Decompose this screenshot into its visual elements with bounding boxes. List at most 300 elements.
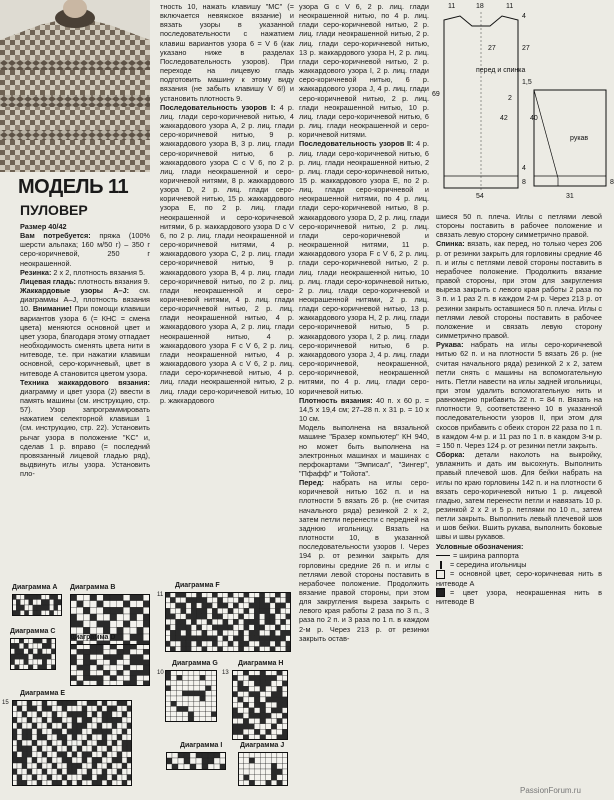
grid-cell <box>188 675 194 680</box>
grid-cell <box>212 630 217 635</box>
grid-cell <box>37 600 41 606</box>
grid-cell <box>238 702 244 707</box>
grid-cell <box>54 605 58 611</box>
grid-cell <box>171 686 177 691</box>
svg-text:42: 42 <box>500 115 508 122</box>
grid-cell <box>212 614 217 619</box>
column-4 <box>436 212 602 798</box>
grid-cell <box>277 775 283 781</box>
grid-cell <box>15 649 20 654</box>
grid-cell <box>281 641 286 646</box>
grid-cell <box>45 600 49 606</box>
grid-cell <box>72 763 77 769</box>
grid-cell <box>191 614 196 619</box>
sequence-2-text: 4 р. лиц. глади серо-коричневой нитью, 6 р. лиц. глади неокрашенной нитью, 2 р. лиц. глади серо-коричневой нитью, 15 р. жаккардового узора E, по 2 р. лиц. глади серо-коричневой и неокрашенной нитями, по 4 р. лиц. глади серо-коричневой нитью, 8 р. жаккардового узора D, 2 р. лиц. глади серо-коричневой нитью, 2 р. лиц. глади серо-коричневой и неокрашенной нитями, 11 р. жаккардового узора F с V 6, 2 р. лиц. глади серо-коричневой нитью, 2 р. лиц. глади неокрашенной нитью, 10 р. лиц. глади серо-коричневой нитью, 2 р. лиц. глади серо-коричневой и неокрашенной нитями, 2 р. лиц. глади серо-коричневой нитью, 13 р. жаккардового узора H, 2 р. лиц. глади серо-коричневой нитью, 5 р. жаккардового узора I, 2 р. лиц. глади серо-коричневой нитью, 6 р. жаккардового узора J, 4 р. лиц. глади серо-коричневой, неокрашенной, серо-коричневой, неокрашенной нитями, по 4 р. лиц. глади серо-коричневой нитью. <box>299 139 429 396</box>
grid-cell <box>207 597 212 602</box>
grid-cell <box>33 643 38 648</box>
grid-cell <box>82 746 87 752</box>
grid-cell <box>62 763 67 769</box>
grid-cell <box>37 723 42 729</box>
grid-cell <box>243 713 249 718</box>
grid-cell <box>62 769 67 775</box>
grid-cell <box>110 621 117 628</box>
grid-cell <box>186 597 191 602</box>
grid-cell <box>228 636 233 641</box>
grid-cell <box>24 659 29 664</box>
diagram-g <box>165 670 217 722</box>
grid-cell <box>82 706 87 712</box>
grid-cell <box>254 724 260 729</box>
grid-cell <box>228 641 233 646</box>
grid-cell <box>197 625 202 630</box>
grid-cell <box>266 769 272 775</box>
grid-cell <box>137 665 144 670</box>
grid-cell <box>254 614 259 619</box>
grid-cell <box>266 763 272 769</box>
grid-cell <box>87 757 92 763</box>
grid-cell <box>37 706 42 712</box>
grid-cell <box>254 692 260 697</box>
grid-cell <box>212 636 217 641</box>
grid-cell <box>72 734 77 740</box>
grid-cell <box>37 746 42 752</box>
grid-cell <box>112 711 117 717</box>
grid-cell <box>15 654 20 659</box>
grid-cell <box>52 746 57 752</box>
grid-cell <box>117 769 122 775</box>
grid-cell <box>97 655 104 660</box>
grid-cell <box>197 608 202 613</box>
grid-cell <box>176 625 181 630</box>
grid-cell <box>117 676 124 681</box>
col3-intro: узора G с V 6, 2 р. лиц. глади неокрашенной нитью, по 4 р. лиц. глади серо-коричневой нитью, 2 р. лиц. глади неокрашенной нитью, 2 р. лиц. глади серо-коричневой нитью, 13 р. жаккардового узора H, 2 р. лиц. глади серо-коричневой нитью, 2 р. жаккардового узора I, 2 р. лиц. глади серо-коричневой нитью, 6 р. жаккардового узора J, 4 р. лиц. глади серо-коричневой нитью, 2 р. лиц. глади неокрашенной нитью, 10 р. лиц. глади серо-коричневой нитью, 6 р. лиц. глади неокрашенной и серо-коричневой нитями. <box>299 2 429 140</box>
grid-cell <box>265 597 270 602</box>
grid-cell <box>137 655 144 660</box>
col4-intro: шиеся 50 п. плеча. Иглы с петлями левой стороны поставить в рабочее положение и связать левую сторону симметрично правой. <box>436 212 602 240</box>
grid-cell <box>117 763 122 769</box>
grid-cell <box>271 702 277 707</box>
grid-cell <box>223 619 228 624</box>
attention-text: При помощи клавиши вариантов узора 6 (= КНС = смена цвета) меняются основной цвет и цвет узора, благодаря этому отпадает необходимость сменять цвета нити в нитеводе, т.е. при нажатии клавиши основной, серо-коричневый, цвет в нитеводе А становится цветом узора. <box>20 304 150 378</box>
grid-cell <box>87 723 92 729</box>
grid-cell <box>202 614 207 619</box>
schematic-label-sleeve: рукав <box>570 135 589 142</box>
grid-cell <box>271 763 277 769</box>
grid-cell <box>223 641 228 646</box>
grid-cell <box>72 740 77 746</box>
grid-cell <box>271 686 277 691</box>
grid-cell <box>97 614 104 621</box>
grid-cell <box>238 697 244 702</box>
grid-cell <box>83 655 90 660</box>
grid-cell <box>42 740 47 746</box>
grid-cell <box>62 746 67 752</box>
grid-cell <box>202 636 207 641</box>
grid-cell <box>15 643 20 648</box>
grid-cell <box>244 636 249 641</box>
grid-cell <box>244 619 249 624</box>
watermark: PassionForum.ru <box>520 786 581 795</box>
grid-cell <box>255 763 261 769</box>
grid-cell <box>249 724 255 729</box>
grid-cell <box>32 763 37 769</box>
grid-cell <box>29 600 33 606</box>
grid-cell <box>102 746 107 752</box>
grid-cell <box>67 729 72 735</box>
model-subtitle: ПУЛОВЕР <box>20 202 88 218</box>
grid-cell <box>87 752 92 758</box>
grid-cell <box>130 614 137 621</box>
grid-cell <box>90 607 97 614</box>
sequence-2-heading: Последовательность узоров II: <box>299 139 414 149</box>
grid-cell <box>194 680 200 685</box>
grid-cell <box>110 665 117 670</box>
grid-cell <box>22 763 27 769</box>
grid-cell <box>102 711 107 717</box>
grid-cell <box>188 712 194 717</box>
grid-cell <box>137 627 144 634</box>
grid-cell <box>112 729 117 735</box>
grid-cell <box>110 660 117 665</box>
grid-cell <box>32 729 37 735</box>
grid-cell <box>103 670 110 675</box>
grid-cell <box>112 740 117 746</box>
grid-cell <box>191 597 196 602</box>
grid-cell <box>249 775 255 781</box>
grid-cell <box>47 659 52 664</box>
grid-cell <box>205 675 211 680</box>
column-2 <box>160 2 294 576</box>
grid-cell <box>32 711 37 717</box>
grid-cell <box>28 659 33 664</box>
grid-cell <box>27 711 32 717</box>
grid-cell <box>32 752 37 758</box>
grid-cell <box>194 696 200 701</box>
grid-cell <box>22 734 27 740</box>
grid-cell <box>270 619 275 624</box>
back-heading: Спинка: <box>436 239 465 249</box>
grid-cell <box>122 711 127 717</box>
grid-cell <box>176 603 181 608</box>
grid-cell <box>130 655 137 660</box>
grid-cell <box>238 681 244 686</box>
grid-cell <box>27 757 32 763</box>
svg-text:11: 11 <box>448 3 456 10</box>
grid-cell <box>47 752 52 758</box>
grid-cell <box>42 775 47 781</box>
grid-cell <box>181 603 186 608</box>
grid-cell <box>228 619 233 624</box>
grid-cell <box>57 711 62 717</box>
grid-cell <box>281 625 286 630</box>
grid-cell <box>103 649 110 654</box>
back-text: вязать, как перед, но только через 206 р. от резинки закрыть для горловины средние 46 п. и иглы с петлями левой стороны поставить в нерабочее положение. Продолжить вязание правой стороны, при этом для закругления выреза закрыть с левого края работы 2 раза по 3 п. и 1 раз 2 п. в каждом 2-м р. Через 213 р. от резинки закрыть оставшиеся 50 п. плеча. Иглы с петлями левой стороны поставить в рабочее положение и связать левую сторону симметрично правой. <box>436 239 602 341</box>
grid-cell <box>117 746 122 752</box>
grid-cell <box>112 746 117 752</box>
grid-cell <box>67 723 72 729</box>
grid-cell <box>207 608 212 613</box>
grid-cell <box>97 769 102 775</box>
grid-cell <box>72 752 77 758</box>
grid-cell <box>266 686 272 691</box>
grid-cell <box>171 701 177 706</box>
rib-heading: Резинка: <box>20 267 52 277</box>
grid-cell <box>83 665 90 670</box>
grid-cell <box>90 601 97 608</box>
diagram-a-label: Диаграмма A <box>12 584 58 591</box>
grid-cell <box>47 654 52 659</box>
grid-cell <box>271 675 277 680</box>
grid-cell <box>47 757 52 763</box>
grid-cell <box>112 757 117 763</box>
grid-cell <box>117 757 122 763</box>
grid-cell <box>277 708 283 713</box>
density-text: 40 п. х 60 р. = 14,5 х 19,4 см; 27–28 п. х 31 р. = 10 х 10 см. <box>299 395 429 424</box>
grid-cell <box>218 630 223 635</box>
grid-cell <box>123 665 130 670</box>
grid-cell <box>28 654 33 659</box>
diagram-d <box>70 644 150 686</box>
grid-cell <box>260 758 266 764</box>
needs-text: пряжа (100% шерсти альпака; 160 м/50 г) – 350 г серо-коричневой, 250 г неокрашенной. <box>20 231 150 268</box>
grid-cell <box>32 757 37 763</box>
grid-cell <box>57 717 62 723</box>
grid-cell <box>271 697 277 702</box>
grid-cell <box>82 740 87 746</box>
grid-cell <box>47 734 52 740</box>
diagram-f-label: Диаграмма F <box>175 582 220 589</box>
grid-cell <box>205 701 211 706</box>
grid-cell <box>260 630 265 635</box>
front-text: набрать на иглы серо-коричневой нитью 162 п. и на плотности 5 вязать 26 р. (не считая начального ряда) резинкой 2 х 2, затем петли перенести с передней на заднюю игольницу. Вязать на плотности 10, в указанной последовательности узоров I. Через 194 р. от резинки закрыть для горловины средние 26 п. и иглы с петлями левой стороны поставить в нерабочее положение. Продолжить вязание правой стороны, при этом для закругления выреза закрыть с левого края работы 2 раза по 3 п., 3 раза по 2 п. и 3 раза по 1 п. в каждом 2-м р. Через 213 р. от резинки закрыть остав- <box>299 478 429 643</box>
grid-cell <box>271 713 277 718</box>
grid-cell <box>260 769 266 775</box>
filled-cell-icon <box>436 588 445 597</box>
grid-cell <box>22 711 27 717</box>
grid-cell <box>107 775 112 781</box>
grid-cell <box>233 597 238 602</box>
grid-cell <box>212 603 217 608</box>
grid-cell <box>77 627 84 634</box>
grid-cell <box>176 636 181 641</box>
grid-cell <box>87 729 92 735</box>
grid-cell <box>277 686 283 691</box>
grid-cell <box>90 614 97 621</box>
svg-text:8: 8 <box>522 179 526 186</box>
grid-cell <box>228 608 233 613</box>
grid-cell <box>117 723 122 729</box>
grid-cell <box>228 625 233 630</box>
grid-cell <box>191 636 196 641</box>
grid-cell <box>218 625 223 630</box>
grid-cell <box>97 734 102 740</box>
grid-cell <box>137 660 144 665</box>
grid-cell <box>97 676 104 681</box>
grid-cell <box>27 706 32 712</box>
grid-cell <box>77 607 84 614</box>
svg-text:18: 18 <box>476 3 484 10</box>
grid-cell <box>223 630 228 635</box>
grid-cell <box>92 717 97 723</box>
grid-cell <box>19 659 24 664</box>
grid-cell <box>123 607 130 614</box>
grid-cell <box>117 775 122 781</box>
jacquard-text: см. диаграммы А–J, плотность вязания 10. <box>20 286 150 314</box>
grid-cell <box>243 729 249 734</box>
grid-cell <box>77 601 84 608</box>
grid-cell <box>130 649 137 654</box>
grid-cell <box>186 630 191 635</box>
grid-cell <box>137 601 144 608</box>
grid-cell <box>103 665 110 670</box>
grid-cell <box>181 614 186 619</box>
grid-cell <box>177 675 183 680</box>
grid-cell <box>77 676 84 681</box>
grid-cell <box>19 649 24 654</box>
grid-cell <box>233 625 238 630</box>
grid-cell <box>182 712 188 717</box>
grid-cell <box>62 717 67 723</box>
svg-text:40: 40 <box>530 115 538 122</box>
grid-cell <box>82 757 87 763</box>
grid-cell <box>243 708 249 713</box>
grid-cell <box>260 614 265 619</box>
grid-cell <box>52 757 57 763</box>
grid-cell <box>97 729 102 735</box>
diagram-b-label: Диаграмма B <box>70 584 116 591</box>
grid-cell <box>186 641 191 646</box>
grid-cell <box>260 692 266 697</box>
grid-cell <box>83 607 90 614</box>
grid-cell <box>110 649 117 654</box>
grid-cell <box>137 607 144 614</box>
grid-cell <box>47 775 52 781</box>
grid-cell <box>19 643 24 648</box>
grid-cell <box>249 608 254 613</box>
grid-cell <box>130 665 137 670</box>
grid-cell <box>233 608 238 613</box>
grid-cell <box>110 670 117 675</box>
grid-cell <box>182 691 188 696</box>
grid-cell <box>188 701 194 706</box>
grid-cell <box>207 636 212 641</box>
grid-cell <box>249 763 255 769</box>
grid-cell <box>117 711 122 717</box>
grid-cell <box>260 702 266 707</box>
grid-cell <box>205 686 211 691</box>
grid-cell <box>260 675 266 680</box>
grid-cell <box>27 717 32 723</box>
grid-cell <box>83 649 90 654</box>
grid-cell <box>33 600 37 606</box>
grid-cell <box>17 752 22 758</box>
grid-cell <box>244 775 250 781</box>
grid-cell <box>228 603 233 608</box>
grid-cell <box>270 608 275 613</box>
grid-cell <box>22 746 27 752</box>
grid-cell <box>177 712 183 717</box>
grid-cell <box>72 717 77 723</box>
grid-cell <box>90 660 97 665</box>
grid-cell <box>265 641 270 646</box>
grid-cell <box>82 763 87 769</box>
diagram-d-label: Диаграмма D <box>70 634 116 641</box>
grid-cell <box>275 608 280 613</box>
grid-cell <box>87 711 92 717</box>
grid-cell <box>27 734 32 740</box>
grid-cell <box>92 746 97 752</box>
grid-cell <box>270 630 275 635</box>
grid-cell <box>102 757 107 763</box>
grid-cell <box>243 692 249 697</box>
grid-cell <box>170 636 175 641</box>
grid-cell <box>38 643 43 648</box>
grid-cell <box>62 723 67 729</box>
grid-cell <box>28 643 33 648</box>
svg-text:4: 4 <box>522 13 526 20</box>
grid-cell <box>238 724 244 729</box>
grid-cell <box>233 636 238 641</box>
grid-cell <box>233 619 238 624</box>
grid-cell <box>239 614 244 619</box>
grid-cell <box>22 729 27 735</box>
grid-cell <box>62 706 67 712</box>
grid-cell <box>249 758 255 764</box>
grid-cell <box>281 614 286 619</box>
grid-cell <box>77 746 82 752</box>
face-heading: Лицевая гладь: <box>20 276 76 286</box>
grid-cell <box>102 734 107 740</box>
grid-cell <box>205 691 211 696</box>
grid-cell <box>170 608 175 613</box>
grid-cell <box>117 740 122 746</box>
grid-cell <box>271 775 277 781</box>
grid-cell <box>200 691 206 696</box>
grid-cell <box>72 757 77 763</box>
grid-cell <box>72 729 77 735</box>
grid-cell <box>110 655 117 660</box>
grid-cell <box>238 729 244 734</box>
grid-cell <box>275 630 280 635</box>
grid-cell <box>266 775 272 781</box>
grid-cell <box>97 607 104 614</box>
grid-cell <box>249 713 255 718</box>
grid-cell <box>62 740 67 746</box>
grid-cell <box>17 734 22 740</box>
grid-cell <box>17 711 22 717</box>
grid-cell <box>249 603 254 608</box>
grid-cell <box>107 723 112 729</box>
grid-cell <box>103 621 110 628</box>
grid-cell <box>123 670 130 675</box>
grid-cell <box>52 717 57 723</box>
grid-cell <box>117 607 124 614</box>
grid-cell <box>102 729 107 735</box>
grid-cell <box>92 734 97 740</box>
grid-cell <box>137 614 144 621</box>
grid-cell <box>171 675 177 680</box>
grid-cell <box>103 614 110 621</box>
grid-cell <box>244 641 249 646</box>
grid-cell <box>194 691 200 696</box>
grid-cell <box>254 702 260 707</box>
svg-text:2: 2 <box>508 95 512 102</box>
grid-cell <box>182 680 188 685</box>
grid-cell <box>27 723 32 729</box>
grid-cell <box>90 655 97 660</box>
grid-cell <box>254 630 259 635</box>
grid-cell <box>52 752 57 758</box>
